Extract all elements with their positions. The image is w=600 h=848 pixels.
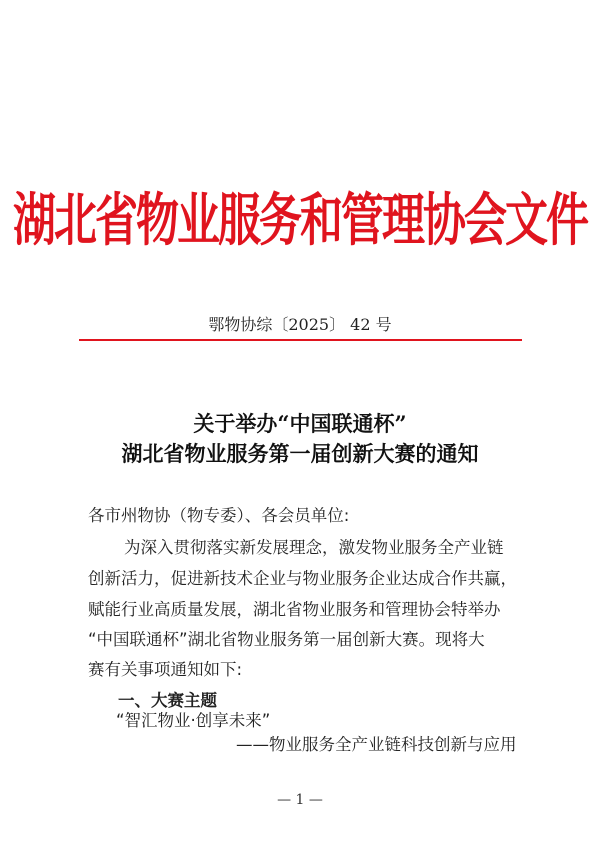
document-number: 鄂物协综〔2025〕 42 号	[208, 315, 392, 334]
paragraph-line-4: “中国联通杯”湖北省物业服务第一届创新大赛。现将大	[88, 630, 485, 649]
paragraph-line-5: 赛有关事项通知如下:	[88, 660, 243, 679]
salutation: 各市州物协（物专委）、各会员单位:	[88, 506, 350, 525]
paragraph-line-1: 为深入贯彻落实新发展理念，激发物业服务全产业链	[124, 538, 504, 557]
page-number: — 1 —	[277, 792, 323, 808]
paragraph-line-2: 创新活力，促进新技术企业与物业服务企业达成合作共赢，	[88, 569, 517, 588]
red-divider-line	[79, 339, 522, 341]
issuer-title: 湖北省物业服务和管理协会文件	[13, 187, 587, 254]
section-heading-theme: 一、大赛主题	[118, 691, 217, 710]
contest-theme: “智汇物业·创享未来”	[116, 711, 271, 730]
notice-title-line-2: 湖北省物业服务第一届创新大赛的通知	[121, 441, 479, 466]
paragraph-line-3: 赋能行业高质量发展，湖北省物业服务和管理协会特举办	[88, 600, 501, 619]
notice-title-line-1: 关于举办“中国联通杯”	[193, 411, 407, 436]
contest-subtheme: ——物业服务全产业链科技创新与应用	[236, 735, 517, 754]
